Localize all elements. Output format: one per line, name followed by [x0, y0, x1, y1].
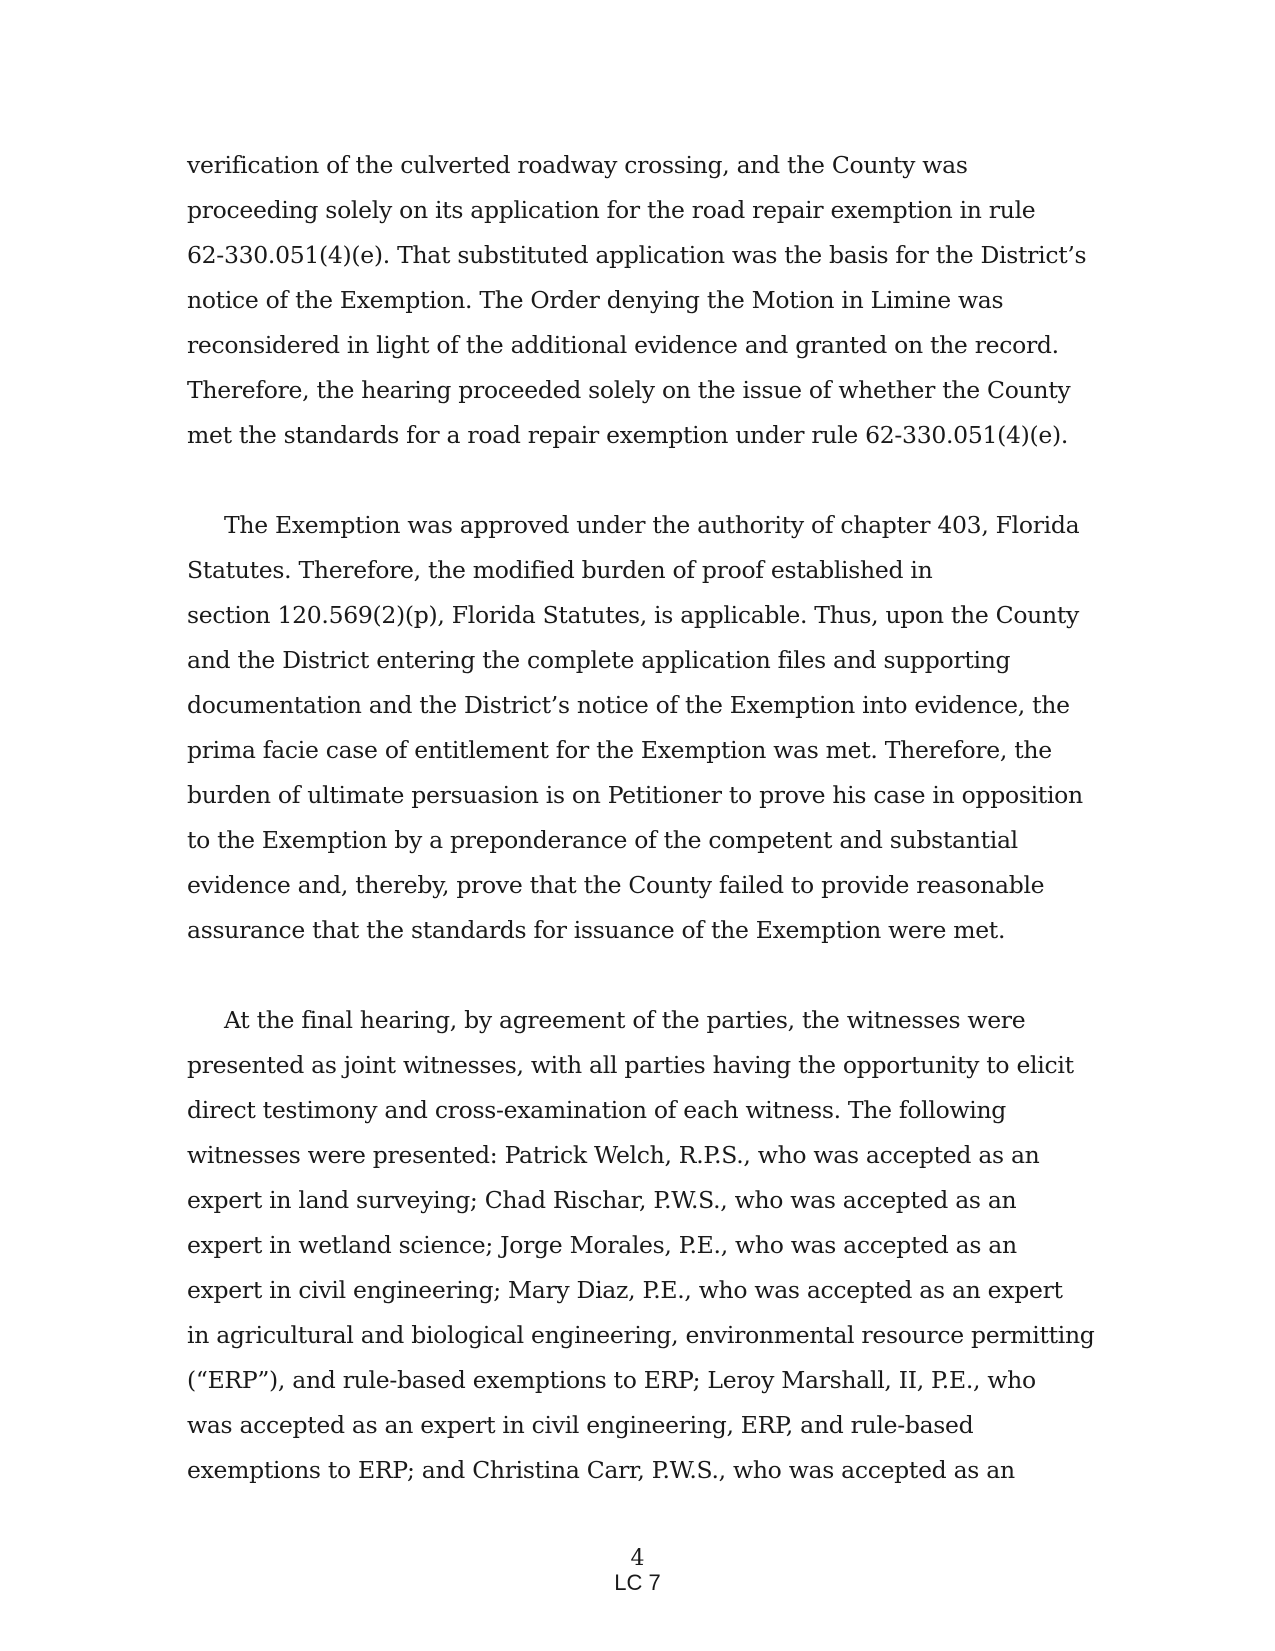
text-line: expert in wetland science; Jorge Morales, P.E., who was accepted as an: [187, 1231, 1017, 1259]
text-line: proceeding solely on its application for the road repair exemption in rule: [187, 196, 1036, 224]
text-line: met the standards for a road repair exemption under rule 62-330.051(4)(e).: [187, 421, 1069, 449]
page-number: 4: [630, 1546, 645, 1571]
text-line: in agricultural and biological engineering, environmental resource permitting: [187, 1321, 1095, 1349]
text-line: and the District entering the complete application files and supporting: [187, 646, 1011, 674]
text-line: section 120.569(2)(p), Florida Statutes, is applicable. Thus, upon the County: [187, 601, 1079, 629]
text-line: At the final hearing, by agreement of the parties, the witnesses were: [224, 1006, 1026, 1034]
paragraph-1: [187, 143, 1087, 458]
body-text: [187, 143, 1095, 1493]
text-line: assurance that the standards for issuance of the Exemption were met.: [187, 916, 1006, 944]
text-line: The Exemption was approved under the authority of chapter 403, Florida: [224, 511, 1080, 539]
text-line: to the Exemption by a preponderance of the competent and substantial: [187, 826, 1018, 854]
text-line: prima facie case of entitlement for the Exemption was met. Therefore, the: [187, 736, 1052, 764]
text-line: reconsidered in light of the additional evidence and granted on the record.: [187, 331, 1059, 359]
text-line: exemptions to ERP; and Christina Carr, P.W.S., who was accepted as an: [187, 1456, 1015, 1484]
text-line: notice of the Exemption. The Order denying the Motion in Limine was: [187, 286, 1004, 314]
text-line: burden of ultimate persuasion is on Petitioner to prove his case in opposition: [187, 781, 1083, 809]
paragraph-gap: [187, 458, 1087, 503]
text-line: expert in land surveying; Chad Rischar, P.W.S., who was accepted as an: [187, 1186, 1017, 1214]
text-line: direct testimony and cross-examination of each witness. The following: [187, 1096, 1007, 1124]
paragraph-2: [187, 503, 1087, 953]
document-label: LC 7: [614, 1570, 661, 1595]
text-line: presented as joint witnesses, with all parties having the opportunity to elicit: [187, 1051, 1074, 1079]
text-line: expert in civil engineering; Mary Diaz, P.E., who was accepted as an expert: [187, 1276, 1063, 1304]
text-line: evidence and, thereby, prove that the County failed to provide reasonable: [187, 871, 1045, 899]
text-line: verification of the culverted roadway crossing, and the County was: [187, 151, 968, 179]
paragraph-3: [187, 998, 1095, 1493]
paragraph-gap: [187, 953, 1087, 998]
text-line: witnesses were presented: Patrick Welch, R.P.S., who was accepted as an: [187, 1141, 1040, 1169]
text-line: was accepted as an expert in civil engineering, ERP, and rule-based: [187, 1411, 974, 1439]
text-line: Statutes. Therefore, the modified burden of proof established in: [187, 556, 933, 584]
text-line: Therefore, the hearing proceeded solely on the issue of whether the County: [187, 376, 1071, 404]
text-line: 62-330.051(4)(e). That substituted application was the basis for the District’s: [187, 241, 1087, 269]
text-line: documentation and the District’s notice of the Exemption into evidence, the: [187, 691, 1070, 719]
text-line: (“ERP”), and rule-based exemptions to ERP; Leroy Marshall, II, P.E., who: [187, 1366, 1036, 1394]
